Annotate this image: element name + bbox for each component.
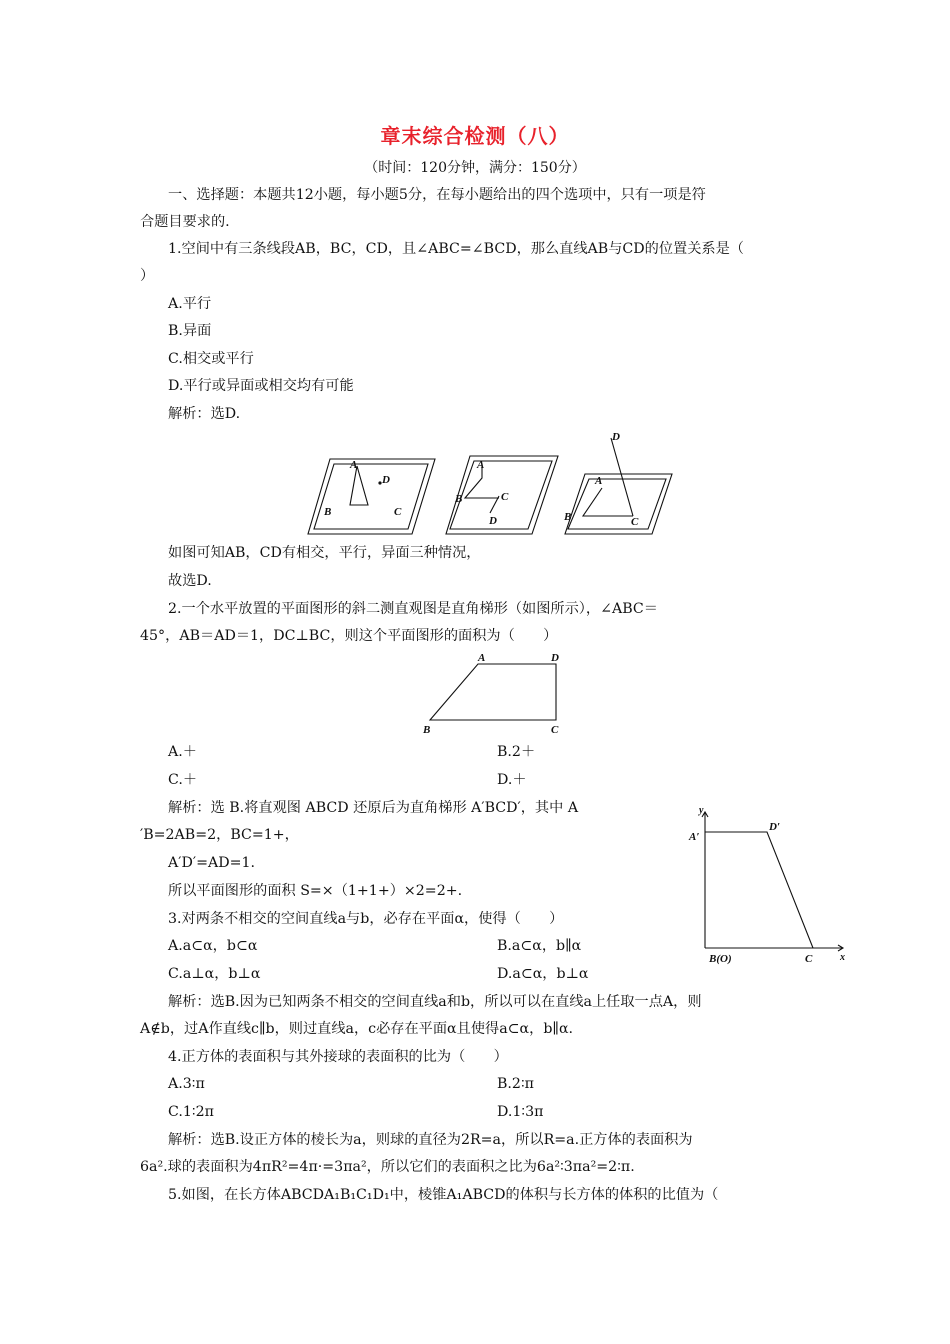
- q1-conclusion: 故选D.: [168, 573, 212, 589]
- q2-analysis: A′D′=AD=1.: [168, 855, 255, 871]
- q5-stem: 5.如图，在长方体ABCDA₁B₁C₁D₁中，棱锥A₁ABCD的体积与长方体的体积的比值为（: [168, 1187, 719, 1203]
- fig-label: B: [423, 724, 431, 736]
- q2-analysis: ′B=2AB=2，BC=1+，: [140, 827, 299, 843]
- fig-label: D: [551, 652, 559, 664]
- q2-stem: 2.一个水平放置的平面图形的斜二测直观图是直角梯形（如图所示），∠ABC＝: [168, 601, 658, 617]
- fig-label: B: [455, 493, 463, 505]
- q3-analysis: A∉b，过A作直线c∥b，则过直线a，c必存在平面α且使得a⊂α，b∥α.: [140, 1021, 574, 1037]
- q2-analysis-figure: [685, 800, 855, 972]
- fig-label: C: [501, 491, 509, 503]
- q1-figure: [300, 426, 690, 538]
- q4-stem: 4.正方体的表面积与其外接球的表面积的比为（ ）: [168, 1049, 508, 1065]
- q3-option-a: A.a⊂α，b⊂α: [168, 938, 258, 954]
- fig-label: D′: [769, 821, 781, 833]
- document-title: 章末综合检测（八）: [380, 124, 570, 148]
- fig-label: D: [489, 515, 497, 527]
- q1-stem: ）: [140, 268, 155, 284]
- fig-label: y: [699, 805, 704, 816]
- q1-option-b: B.异面: [168, 323, 212, 339]
- section-intro: 一、选择题：本题共12小题，每小题5分，在每小题给出的四个选项中，只有一项是符: [168, 187, 706, 203]
- fig-label: A: [477, 459, 485, 471]
- fig-label: C: [631, 516, 639, 528]
- fig-label: A: [478, 652, 486, 664]
- fig-label: C: [394, 506, 402, 518]
- q1-option-a: A.平行: [168, 296, 212, 312]
- fig-label: D: [612, 431, 620, 443]
- q1-option-d: D.平行或异面或相交均有可能: [168, 378, 354, 394]
- q4-analysis: 解析：选B.设正方体的棱长为a，则球的直径为2R=a，所以R=a.正方体的表面积为: [168, 1132, 693, 1148]
- fig-label: B: [564, 511, 572, 523]
- q1-option-c: C.相交或平行: [168, 351, 254, 367]
- q3-option-c: C.a⊥α，b⊥α: [168, 966, 261, 982]
- fig-label: A: [595, 475, 603, 487]
- q2-option-c: C.＋: [168, 772, 198, 788]
- fig-label: D: [382, 474, 390, 486]
- q1-analysis: 解析：选D.: [168, 406, 241, 422]
- q4-option-d: D.1∶3π: [497, 1104, 544, 1120]
- q2-analysis: 所以平面图形的面积 S=×（1+1+）×2=2+.: [168, 883, 463, 899]
- exam-info: （时间：120分钟，满分：150分）: [364, 160, 586, 176]
- q3-option-b: B.a⊂α，b∥α: [497, 938, 582, 954]
- fig-label: C: [805, 953, 813, 965]
- q4-analysis: 6a².球的表面积为4πR²=4π·=3πa²，所以它们的表面积之比为6a²∶3πa²=2∶π.: [140, 1159, 635, 1175]
- q3-stem: 3.对两条不相交的空间直线a与b，必存在平面α，使得（ ）: [168, 911, 564, 927]
- q1-stem: 1.空间中有三条线段AB，BC，CD，且∠ABC=∠BCD，那么直线AB与CD的位置关系是（: [168, 241, 744, 257]
- q3-option-d: D.a⊂α，b⊥α: [497, 966, 589, 982]
- fig-label: A′: [689, 831, 700, 843]
- q3-analysis: 解析：选B.因为已知两条不相交的空间直线a和b，所以可以在直线a上任取一点A，则: [168, 994, 702, 1010]
- q1-conclusion: 如图可知AB，CD有相交，平行，异面三种情况，: [168, 545, 481, 561]
- fig-label: B: [324, 506, 332, 518]
- fig-label: B(O): [709, 953, 732, 965]
- q4-option-b: B.2∶π: [497, 1076, 534, 1092]
- q4-option-a: A.3∶π: [168, 1076, 205, 1092]
- q2-option-a: A.＋: [168, 744, 197, 760]
- fig-label: A: [350, 459, 358, 471]
- q2-stem: 45°，AB＝AD＝1，DC⊥BC，则这个平面图形的面积为（ ）: [140, 628, 558, 644]
- q2-analysis: 解析：选 B.将直观图 ABCD 还原后为直角梯形 A′BCD′，其中 A: [168, 800, 579, 816]
- fig-label: x: [840, 952, 845, 963]
- q2-option-b: B.2＋: [497, 744, 536, 760]
- fig-label: C: [551, 724, 559, 736]
- section-intro: 合题目要求的.: [140, 214, 230, 230]
- q4-option-c: C.1∶2π: [168, 1104, 214, 1120]
- q2-option-d: D.＋: [497, 772, 527, 788]
- q2-figure: [412, 648, 572, 738]
